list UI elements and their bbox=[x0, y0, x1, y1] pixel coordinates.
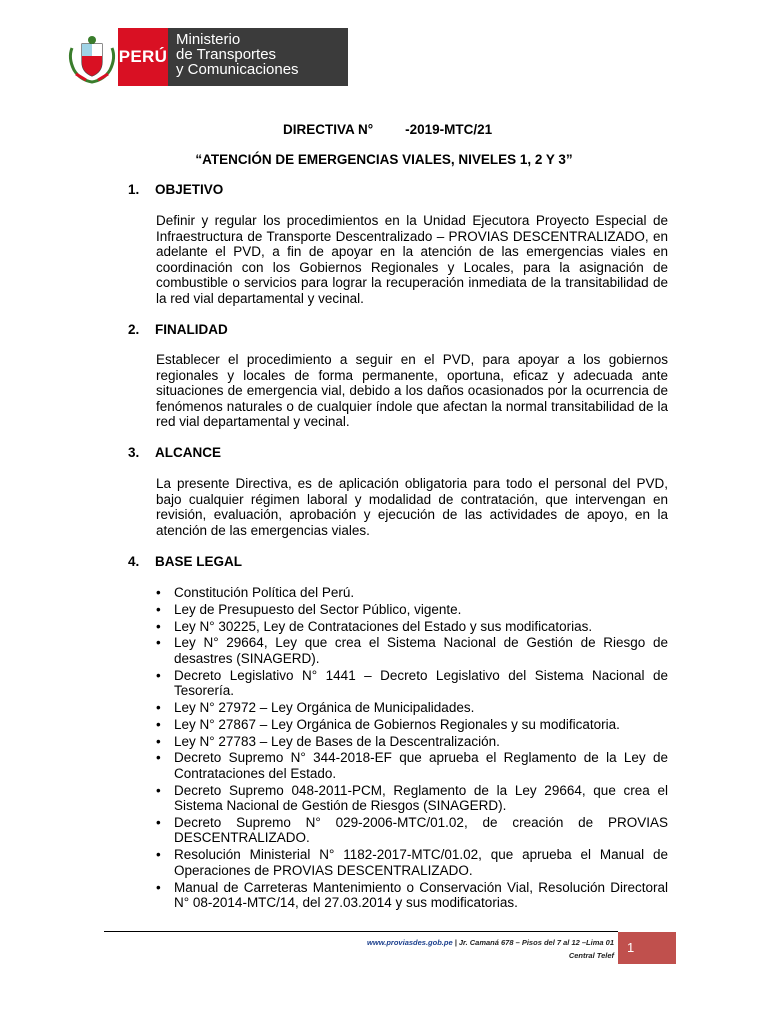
bullet-icon: • bbox=[156, 635, 161, 651]
list-item: • Decreto Legislativo N° 1441 – Decreto Legislativo del Sistema Nacional de Tesorería. bbox=[156, 667, 668, 699]
section-heading-finalidad bbox=[128, 322, 228, 337]
footer-divider bbox=[104, 931, 618, 932]
section-heading-alcance bbox=[128, 445, 221, 460]
directive-code: -2019-MTC/21 bbox=[405, 122, 493, 137]
section-number: 1. bbox=[128, 182, 140, 197]
bullet-icon: • bbox=[156, 733, 161, 749]
list-item: • Manual de Carreteras Mantenimiento o Conservación Vial, Resolución Directoral N° 08-2014-MTC/14, del 27.03.2014 y sus modificatorias. bbox=[156, 879, 668, 911]
peru-coat-of-arms-icon bbox=[66, 28, 118, 86]
bullet-icon: • bbox=[156, 879, 161, 895]
ministry-logo bbox=[66, 28, 348, 86]
directive-title bbox=[283, 122, 492, 137]
section-number: 4. bbox=[128, 554, 140, 569]
list-item: • Decreto Supremo N° 029-2006-MTC/01.02, de creación de PROVIAS DESCENTRALIZADO. bbox=[156, 814, 668, 846]
bullet-icon: • bbox=[156, 716, 161, 732]
bullet-icon: • bbox=[156, 618, 161, 634]
directive-subtitle: “ATENCIÓN DE EMERGENCIAS VIALES, NIVELES 1, 2 Y 3” bbox=[195, 152, 573, 167]
list-item: • Ley N° 27783 – Ley de Bases de la Descentralización. bbox=[156, 733, 500, 749]
list-item: • Constitución Política del Perú. bbox=[156, 585, 355, 600]
list-item: • Decreto Supremo N° 344-2018-EF que aprueba el Reglamento de la Ley de Contrataciones del Estado. bbox=[156, 750, 668, 781]
ministry-line-3: y Comunicaciones bbox=[176, 61, 299, 78]
bullet-icon: • bbox=[156, 585, 161, 600]
footer-address: | Jr. Camaná 678 – Pisos del 7 al 12 –Lima 01 bbox=[452, 938, 614, 947]
footer-phone: Central Telef bbox=[568, 951, 614, 960]
section-text-objetivo: Definir y regular los procedimientos en la Unidad Ejecutora Proyecto Especial de Infraestructura de Transporte Descentralizado – PROVIAS DESCENTRALIZADO, en adelante el PVD, a fin de apoyar en la atención de las emergencias viales en coordinación con los Gobiernos Regionales y Locales, para la asignación de combustible o servicios para lograr la recuperación inmediata de la transitabilidad de la red vial departamental y vecinal. bbox=[156, 213, 668, 306]
ministry-name bbox=[168, 28, 348, 86]
section-heading-objetivo bbox=[128, 182, 223, 197]
section-number: 3. bbox=[128, 445, 140, 460]
section-title: OBJETIVO bbox=[155, 182, 224, 197]
legal-basis-list bbox=[156, 585, 668, 912]
page-number: 1 bbox=[627, 940, 635, 955]
directive-prefix: DIRECTIVA N° bbox=[283, 122, 374, 137]
bullet-icon: • bbox=[156, 782, 161, 798]
list-item: • Ley N° 29664, Ley que crea el Sistema Nacional de Gestión de Riesgo de desastres (SINAGERD). bbox=[156, 635, 668, 666]
list-item: • Decreto Supremo 048-2011-PCM, Reglamento de la Ley 29664, que crea el Sistema Nacional de Gestión de Riesgos (SINAGERD). bbox=[156, 782, 668, 814]
bullet-icon: • bbox=[156, 699, 161, 715]
footer-url-link[interactable]: www.proviasdes.gob.pe bbox=[367, 938, 453, 947]
page-number-badge bbox=[618, 932, 676, 964]
section-text-finalidad: Establecer el procedimiento a seguir en el PVD, para apoyar a los gobiernos regionales y locales de forma permanente, oportuna, eficaz y adecuada ante situaciones de emergencia vial, debido a los daños ocasionados por la ocurrencia de fenómenos naturales o de cualquier índole que afectan la normal transitabilidad de la red vial departamental y vecinal. bbox=[156, 352, 668, 429]
list-item: • Ley N° 27867 – Ley Orgánica de Gobiernos Regionales y su modificatoria. bbox=[156, 716, 620, 732]
section-number: 2. bbox=[128, 322, 140, 337]
list-item: • Ley N° 27972 – Ley Orgánica de Municipalidades. bbox=[156, 699, 475, 715]
list-item: • Resolución Ministerial N° 1182-2017-MTC/01.02, que aprueba el Manual de Operaciones de PROVIAS DESCENTRALIZADO. bbox=[156, 847, 668, 878]
bullet-icon: • bbox=[156, 847, 161, 863]
bullet-icon: • bbox=[156, 750, 161, 766]
list-item: • Ley N° 30225, Ley de Contrataciones del Estado y sus modificatorias. bbox=[156, 618, 593, 634]
section-title: ALCANCE bbox=[155, 445, 221, 460]
footer-contact bbox=[250, 936, 614, 962]
bullet-icon: • bbox=[156, 601, 161, 617]
ministry-line-2: de Transportes bbox=[176, 46, 277, 63]
section-title: FINALIDAD bbox=[155, 322, 228, 337]
section-text-alcance: La presente Directiva, es de aplicación obligatoria para todo el personal del PVD, bajo cualquier régimen laboral y modalidad de contratación, que intervengan en revisión, evaluación, aprobación y ejecución de las actividades de apoyo, en la atención de las emergencias viales. bbox=[156, 476, 668, 538]
list-item: • Ley de Presupuesto del Sector Público, vigente. bbox=[156, 601, 462, 617]
peru-label: PERÚ bbox=[118, 28, 168, 86]
section-heading-base-legal bbox=[128, 554, 242, 569]
section-title: BASE LEGAL bbox=[155, 554, 243, 569]
bullet-icon: • bbox=[156, 667, 161, 683]
ministry-line-1: Ministerio bbox=[176, 31, 241, 48]
bullet-icon: • bbox=[156, 814, 161, 830]
